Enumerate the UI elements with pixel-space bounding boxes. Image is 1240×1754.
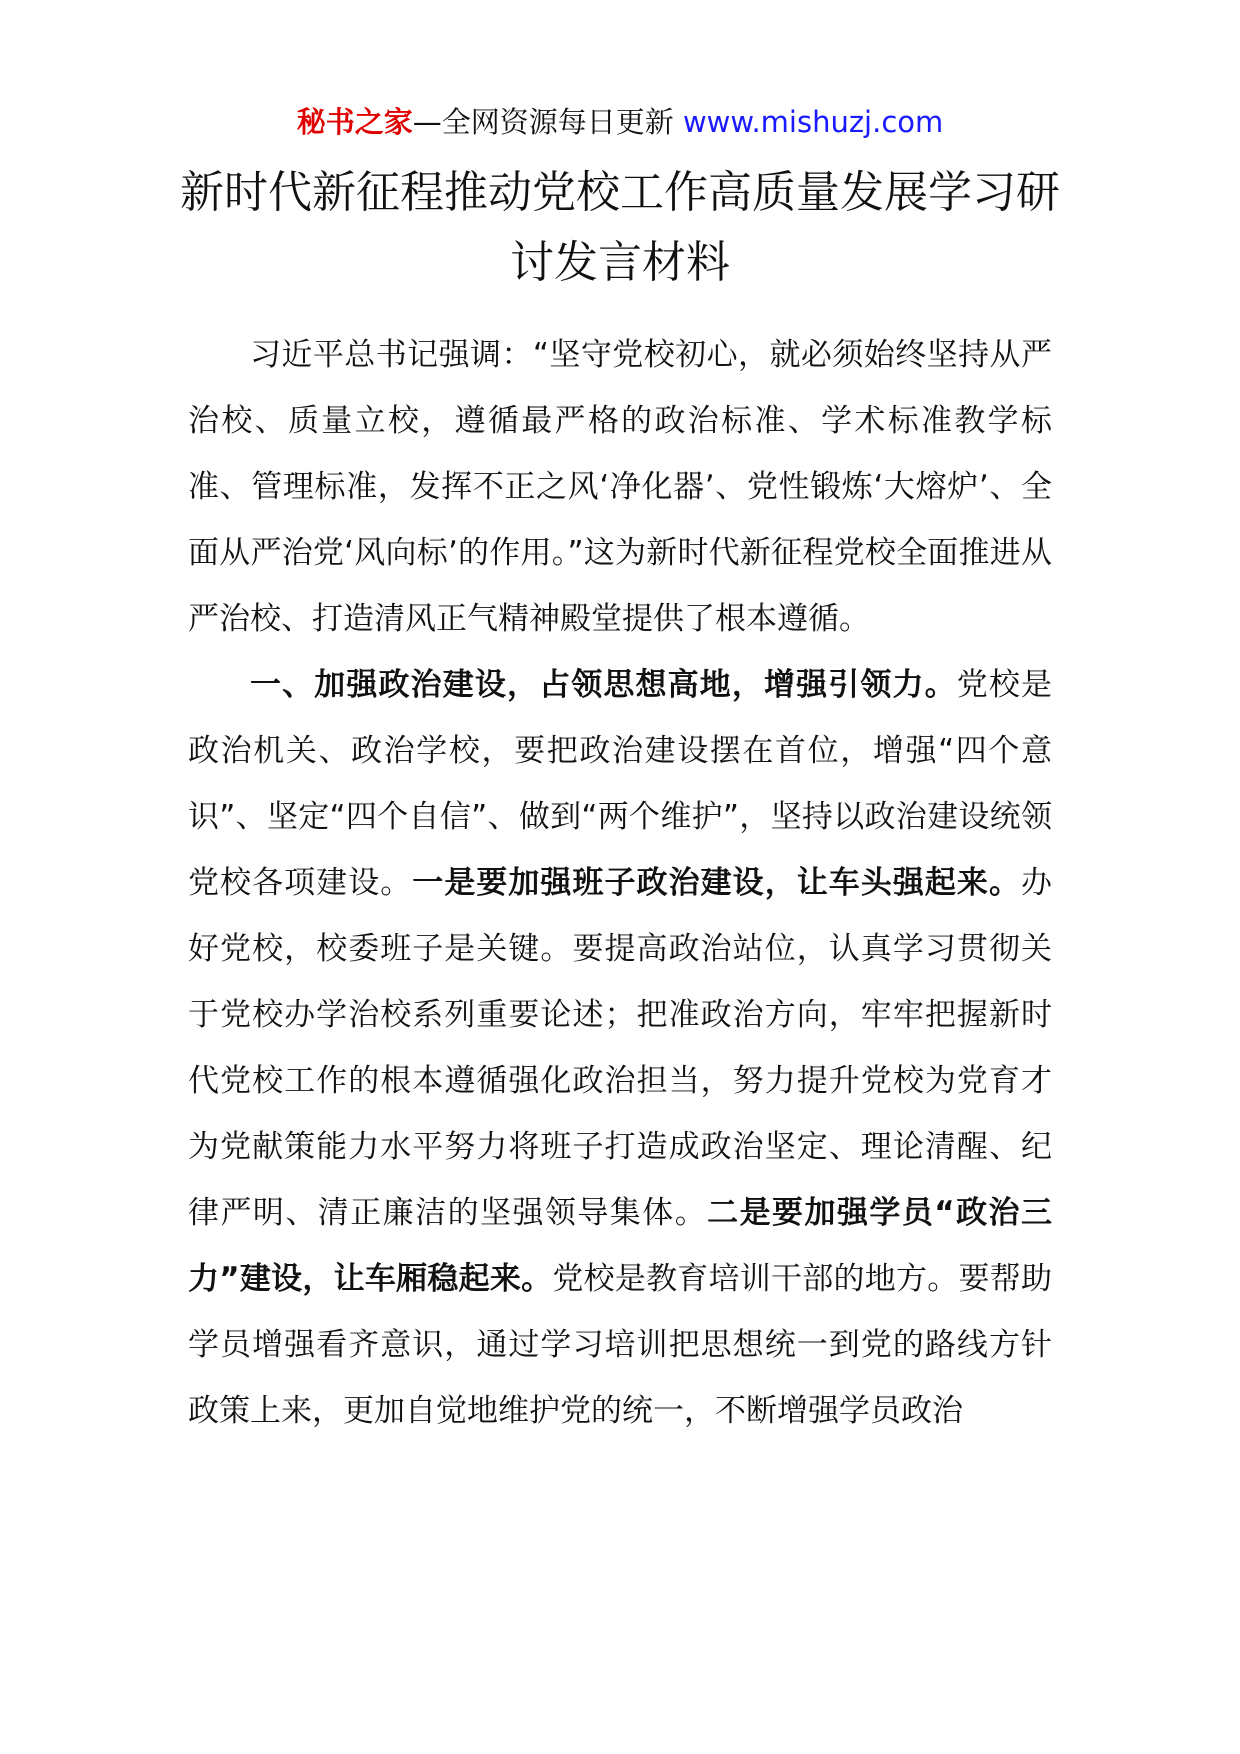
point-2-text: 党校是教育培训干部的地方。要帮助学员增强看齐意识，通过学习培训把思想统一到党的路线方针政策上来，更加自觉地维护党的统一，不断增强学员政治 (188, 1261, 1053, 1429)
section-1-paragraph (188, 652, 1052, 1444)
header-brand: 秘书之家 (296, 105, 413, 139)
header-tagline: —全网资源每日更新 (412, 105, 674, 139)
section-1-text: 党校是政治机关、政治学校，要把政治建设摆在首位，增强“四个意识”、坚定“四个自信”、做到“两个维护”，坚持以政治建设统领党校各项建设。 (188, 667, 1052, 901)
document-title: 新时代新征程推动党校工作高质量发展学习研讨发言材料 (180, 167, 1060, 288)
point-1-text: 办好党校，校委班子是关键。要提高政治站位，认真学习贯彻关于党校办学治校系列重要论述；把准政治方向，牢牢把握新时代党校工作的根本遵循强化政治担当，努力提升党校为党育才为党献策能力水平努力将班子打造成政治坚定、理论清醒、纪律严明、清正廉洁的坚强领导集体。 (188, 865, 1053, 1231)
document-body (188, 322, 1052, 1444)
point-2-heading: 二是要加强学员“政治三力”建设，让车厢稳起来。 (188, 1195, 1053, 1297)
intro-paragraph: 习近平总书记强调：“坚守党校初心，就必须始终坚持从严治校、质量立校，遵循最严格的政治标准、学术标准教学标准、管理标准，发挥不正之风‘净化器’、党性锻炼‘大熔炉’、全面从严治党‘风向标’的作用。”这为新时代新征程党校全面推进从严治校、打造清风正气精神殿堂提供了根本遵循。 (188, 337, 1052, 637)
point-1-heading: 一是要加强班子政治建设，让车头强起来。 (412, 865, 1022, 901)
header-url-link[interactable]: www.mishuzj.com (682, 105, 944, 139)
site-header (0, 100, 1240, 144)
section-1-heading: 一、加强政治建设，占领思想高地，增强引领力。 (250, 667, 957, 703)
